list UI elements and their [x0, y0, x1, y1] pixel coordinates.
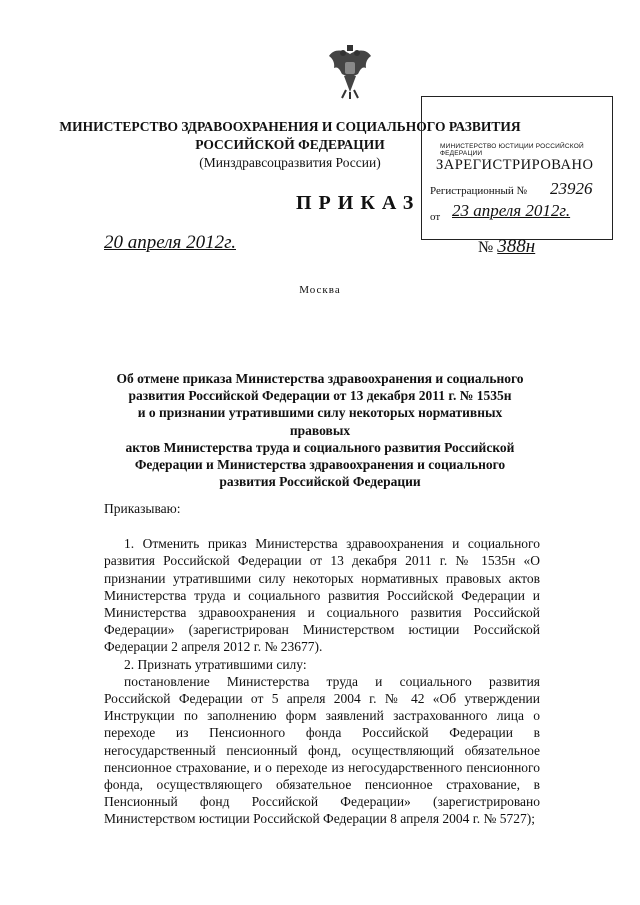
order-number — [478, 236, 535, 258]
order-item-2: 2. Признать утратившими силу: — [124, 656, 307, 672]
order-item-1: 1. Отменить приказ Министерства здравоохранения и социального развития Российской Федерации от 13 декабря 2011 г. № 1535н «О признании утратившими силу некоторых нормативных правовых актов Министерства труда и социального развития Российской Федерации и Министерства здравоохранения и социального развития Российской Федерации» (зарегистрирован Министерством юстиции Российской Федерации 2 апреля 2012 г. № 23677). — [104, 536, 540, 655]
subject-line: и о признании утратившими силу некоторых нормативных правовых — [137, 405, 503, 438]
stamp-date-value: 23 апреля 2012г. — [452, 201, 571, 220]
order-subject — [110, 370, 530, 490]
subject-line: развития Российской Федерации от 13 декабря 2011 г. № 1535н — [128, 388, 512, 404]
subject-line: Федерации и Министерства здравоохранения и социального — [134, 457, 506, 473]
stamp-date-label: от — [430, 211, 441, 223]
stamp-registration-date — [452, 201, 570, 221]
stamp-title: ЗАРЕГИСТРИРОВАНО — [436, 157, 594, 173]
signed-date: 20 апреля 2012г. — [104, 232, 236, 253]
ministry-name-line1: МИНИСТЕРСТВО ЗДРАВООХРАНЕНИЯ И СОЦИАЛЬНОГО РАЗВИТИЯ — [59, 119, 521, 134]
city: Москва — [299, 284, 341, 296]
ministry-name-line2: РОССИЙСКОЙ ФЕДЕРАЦИИ — [195, 137, 385, 152]
stamp-registration-label: Регистрационный № — [430, 185, 528, 197]
order-number-value: 388н — [497, 236, 536, 257]
stamp-registration-number: 23926 — [550, 179, 593, 198]
registration-stamp — [421, 96, 613, 240]
subject-line: развития Российской Федерации — [219, 474, 421, 490]
order-word: Приказываю: — [104, 501, 181, 516]
subject-line: актов Министерства труда и социального развития Российской — [125, 439, 515, 455]
stamp-authority: МИНИСТЕРСТВО ЮСТИЦИИ РОССИЙСКОЙ ФЕДЕРАЦИИ — [440, 143, 584, 157]
order-item-2-text: постановление Министерства труда и социального развития Российской Федерации от 5 апреля 2004 г. № 42 «Об утверждении Инструкции по заполнению форм заявлений застрахованного лица о переходе из Пенсионного фонда Российской Федерации в негосударственный пенсионный фонд, осуществляющий обязательное пенсионное страхование, и о переходе из негосударственного пенсионного фонда, осуществляющего обязательное пенсионное страхование, в Пенсионный фонд Российской Федерации» (зарегистрировано Министерством юстиции Российской Федерации 8 апреля 2004 г. № 5727); — [104, 673, 540, 827]
order-body — [104, 500, 540, 828]
order-number-prefix: № — [478, 239, 494, 256]
document-type-title: ПРИКАЗ — [296, 192, 421, 214]
coat-of-arms-icon — [326, 44, 374, 100]
subject-line: Об отмене приказа Министерства здравоохранения и социального — [116, 371, 524, 386]
ministry-abbreviation: (Минздравсоцразвития России) — [199, 155, 381, 170]
